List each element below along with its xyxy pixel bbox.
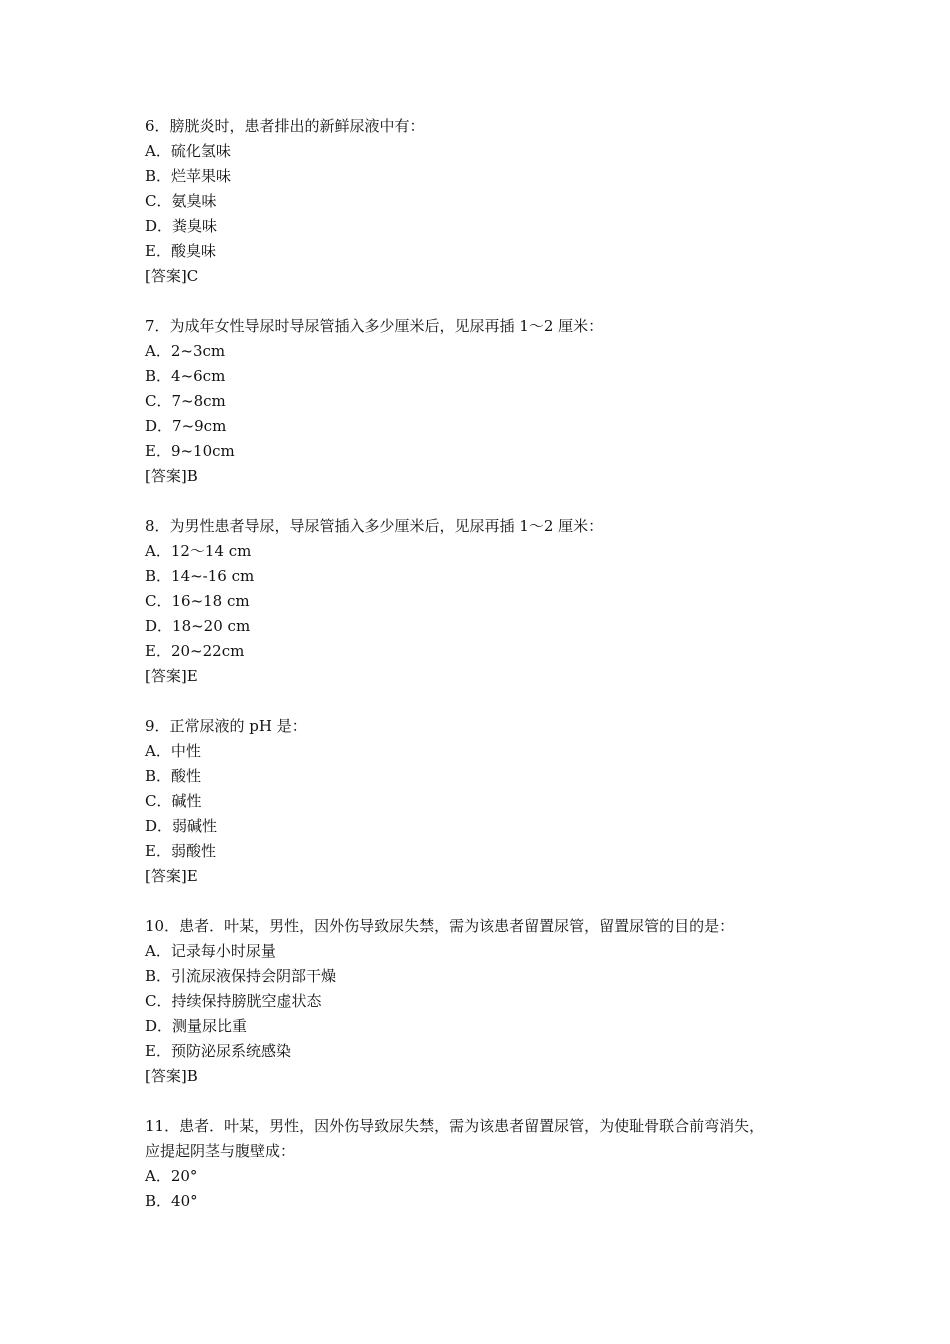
- question-stem: 7．为成年女性导尿时导尿管插入多少厘米后，见尿再插 1～2 厘米：: [145, 317, 604, 335]
- question-stem: 10．患者．叶某，男性，因外伤导致尿失禁，需为该患者留置尿管，留置尿管的目的是：: [145, 917, 735, 935]
- question-stem-line-1: 11．患者．叶某，男性，因外伤导致尿失禁，需为该患者留置尿管，为使耻骨联合前弯消失，: [145, 1117, 765, 1135]
- option-c: C．7~8cm: [145, 392, 226, 410]
- answer-label: [答案]B: [145, 467, 198, 485]
- option-d: D．7~9cm: [145, 417, 227, 435]
- option-b: B．4~6cm: [145, 367, 226, 385]
- option-c: C．碱性: [145, 792, 202, 810]
- question-8: [145, 514, 825, 689]
- answer-label: [答案]E: [145, 867, 198, 885]
- option-d: D．测量尿比重: [145, 1017, 248, 1035]
- question-stem: 9．正常尿液的 pH 是：: [145, 717, 307, 735]
- option-d: D．粪臭味: [145, 217, 218, 235]
- option-c: C．16~18 cm: [145, 592, 250, 610]
- option-e: E．弱酸性: [145, 842, 216, 860]
- question-11: [145, 1114, 825, 1214]
- option-b: B．引流尿液保持会阴部干燥: [145, 967, 337, 985]
- option-a: A．20°: [145, 1167, 198, 1185]
- option-a: A．2~3cm: [145, 342, 226, 360]
- option-e: E．20~22cm: [145, 642, 245, 660]
- question-9: [145, 714, 825, 889]
- option-a: A．硫化氢味: [145, 142, 231, 160]
- answer-label: [答案]B: [145, 1067, 198, 1085]
- option-b: B．40°: [145, 1192, 198, 1210]
- question-7: [145, 314, 825, 489]
- option-e: E．9~10cm: [145, 442, 235, 460]
- question-stem-line-2: 应提起阴茎与腹壁成：: [145, 1142, 296, 1160]
- option-b: B．酸性: [145, 767, 202, 785]
- option-d: D．弱碱性: [145, 817, 218, 835]
- answer-label: [答案]C: [145, 267, 199, 285]
- option-b: B．烂苹果味: [145, 167, 232, 185]
- question-stem: 6．膀胱炎时，患者排出的新鲜尿液中有：: [145, 117, 425, 135]
- option-c: C．氨臭味: [145, 192, 217, 210]
- option-e: E．预防泌尿系统感染: [145, 1042, 291, 1060]
- option-d: D．18~20 cm: [145, 617, 251, 635]
- option-e: E．酸臭味: [145, 242, 216, 260]
- option-a: A．12～14 cm: [145, 542, 252, 560]
- question-10: [145, 914, 825, 1089]
- question-stem: 8．为男性患者导尿，导尿管插入多少厘米后，见尿再插 1～2 厘米：: [145, 517, 604, 535]
- question-list: [145, 114, 825, 1239]
- option-b: B．14~-16 cm: [145, 567, 255, 585]
- option-a: A．记录每小时尿量: [145, 942, 276, 960]
- answer-label: [答案]E: [145, 667, 198, 685]
- option-a: A．中性: [145, 742, 201, 760]
- question-6: [145, 114, 825, 289]
- option-c: C．持续保持膀胱空虚状态: [145, 992, 322, 1010]
